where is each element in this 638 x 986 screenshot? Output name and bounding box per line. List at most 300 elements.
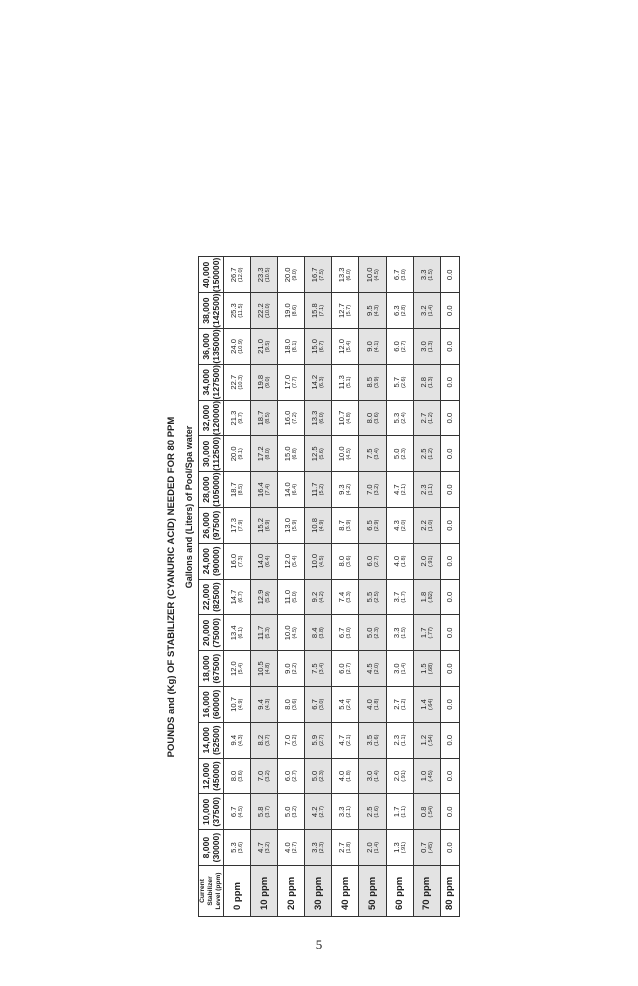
- pounds-value: 5.5: [364, 591, 374, 603]
- table-cell: [305, 615, 332, 651]
- pounds-value: 3.3: [391, 627, 401, 639]
- table-cell: [251, 472, 278, 508]
- pounds-value: 19.0: [283, 303, 293, 319]
- table-cell: [224, 687, 251, 723]
- kilograms-value: (4.2): [346, 483, 353, 496]
- kilograms-value: (5.0): [292, 591, 299, 603]
- table-cell: [413, 794, 440, 830]
- kilograms-value: (2.3): [400, 448, 407, 460]
- pounds-value: 2.7: [391, 699, 401, 710]
- pounds-value: 12.0: [337, 339, 347, 354]
- pounds-value: 21.0: [256, 339, 266, 354]
- kilograms-value: (2.4): [346, 698, 353, 711]
- column-header: [199, 758, 224, 794]
- kilograms-value: (7.1): [319, 304, 326, 317]
- pounds-value: 3.0: [418, 341, 428, 352]
- pounds-value: 9.4: [256, 699, 266, 710]
- table-cell: [251, 257, 278, 293]
- liters-label: (120000): [211, 400, 221, 436]
- table-cell: [413, 400, 440, 436]
- pounds-value: 2.0: [391, 770, 401, 782]
- kilograms-value: (9.0): [292, 269, 299, 281]
- kilograms-value: (6.0): [319, 412, 326, 424]
- pounds-value: 15.0: [283, 446, 293, 462]
- table-cell: [224, 472, 251, 508]
- pounds-value: 13.0: [283, 518, 293, 533]
- table-cell: [305, 472, 332, 508]
- kilograms-value: (5.4): [346, 340, 353, 353]
- kilograms-value: (.82): [427, 591, 434, 603]
- pounds-value: 4.2: [310, 806, 320, 818]
- gallons-label: 16,000: [201, 691, 211, 718]
- pounds-value: 3.3: [310, 842, 320, 853]
- pounds-value: 4.0: [337, 770, 347, 782]
- table-cell: [305, 579, 332, 615]
- row-level-label: 10 ppm: [251, 866, 278, 917]
- kilograms-value: (3.6): [346, 555, 353, 567]
- kilograms-value: (3.9): [346, 519, 353, 532]
- pounds-value: 0.0: [445, 412, 455, 424]
- table-cell: [359, 508, 386, 544]
- pounds-value: 9.2: [310, 591, 320, 603]
- pounds-value: 8.5: [364, 376, 374, 388]
- table-cell: [305, 543, 332, 579]
- table-cell: [386, 543, 413, 579]
- kilograms-value: (.91): [400, 841, 407, 854]
- table-cell: [413, 579, 440, 615]
- pounds-value: 2.2: [418, 520, 428, 531]
- pounds-value: 8.0: [229, 770, 239, 782]
- pounds-value: 0.0: [445, 448, 455, 460]
- pounds-value: 8.7: [337, 520, 347, 531]
- kilograms-value: (6.1): [238, 627, 245, 639]
- kilograms-value: (4.2): [319, 591, 326, 603]
- pounds-value: 9.3: [337, 484, 347, 495]
- table-cell: [359, 364, 386, 400]
- pounds-value: 2.0: [364, 842, 374, 853]
- kilograms-value: (3.2): [292, 734, 299, 746]
- kilograms-value: (1.5): [427, 269, 434, 281]
- pounds-value: 0.0: [445, 627, 455, 639]
- kilograms-value: (5.9): [292, 519, 299, 532]
- table-cell: [224, 615, 251, 651]
- kilograms-value: (5.4): [292, 555, 299, 567]
- liters-label: (142500): [211, 293, 221, 328]
- pounds-value: 5.3: [229, 842, 239, 853]
- kilograms-value: (3.0): [346, 627, 353, 639]
- pounds-value: 9.5: [364, 305, 374, 316]
- kilograms-value: (2.4): [400, 412, 407, 424]
- table-row: [305, 257, 332, 917]
- table-cell: [278, 364, 305, 400]
- pounds-value: 8.0: [364, 412, 374, 424]
- kilograms-value: (4.8): [265, 662, 272, 675]
- kilograms-value: (.45): [427, 770, 434, 782]
- pounds-value: 21.3: [229, 410, 239, 426]
- pounds-value: 12.0: [229, 661, 239, 677]
- table-cell: [440, 794, 459, 830]
- column-header: [199, 293, 224, 329]
- table-cell: [359, 615, 386, 651]
- kilograms-value: (2.7): [346, 662, 353, 675]
- table-cell: [386, 615, 413, 651]
- kilograms-value: (1.4): [373, 841, 380, 854]
- table-cell: [413, 722, 440, 758]
- kilograms-value: (.54): [427, 734, 434, 746]
- table-cell: [413, 543, 440, 579]
- corner-line: Current: [199, 879, 206, 903]
- gallons-label: 26,000: [201, 512, 211, 539]
- kilograms-value: (1.8): [346, 841, 353, 854]
- table-cell: [440, 758, 459, 794]
- pounds-value: 11.0: [283, 589, 293, 605]
- pounds-value: 6.0: [283, 770, 293, 782]
- gallons-label: 34,000: [201, 369, 211, 396]
- table-cell: [278, 830, 305, 866]
- pounds-value: 0.0: [445, 842, 455, 853]
- kilograms-value: (1.6): [373, 806, 380, 818]
- kilograms-value: (2.0): [373, 662, 380, 675]
- pounds-value: 6.7: [391, 269, 401, 281]
- table-cell: [440, 687, 459, 723]
- kilograms-value: (2.1): [346, 806, 353, 818]
- gallons-label: 12,000: [201, 762, 211, 790]
- pounds-value: 9.0: [283, 663, 293, 674]
- pounds-value: 4.5: [364, 663, 374, 674]
- kilograms-value: (2.3): [373, 627, 380, 639]
- table-cell: [332, 543, 359, 579]
- pounds-value: 1.7: [418, 627, 428, 639]
- pounds-value: 15.8: [310, 303, 320, 319]
- column-header: [199, 579, 224, 615]
- table-cell: [440, 364, 459, 400]
- liters-label: (105000): [211, 472, 221, 507]
- stabilizer-table: [198, 256, 460, 917]
- table-cell: [278, 794, 305, 830]
- kilograms-value: (10.9): [238, 339, 245, 354]
- kilograms-value: (3.8): [319, 627, 326, 639]
- header-row: [199, 257, 224, 917]
- gallons-label: 18,000: [201, 655, 211, 682]
- liters-label: (52500): [211, 725, 221, 756]
- table-cell: [224, 508, 251, 544]
- row-level-label: 60 ppm: [386, 866, 413, 917]
- pounds-value: 12.7: [337, 303, 347, 319]
- table-cell: [440, 543, 459, 579]
- pounds-value: 6.7: [337, 627, 347, 639]
- column-header: [199, 364, 224, 400]
- pounds-value: 0.0: [445, 305, 455, 316]
- table-cell: [413, 257, 440, 293]
- table-cell: [440, 615, 459, 651]
- kilograms-value: (4.3): [265, 698, 272, 711]
- column-header: [199, 615, 224, 651]
- table-cell: [278, 436, 305, 472]
- pounds-value: 10.0: [283, 625, 293, 641]
- table-cell: [251, 436, 278, 472]
- kilograms-value: (8.6): [292, 304, 299, 317]
- table-cell: [332, 687, 359, 723]
- column-header: [199, 436, 224, 472]
- table-cell: [224, 329, 251, 365]
- table-cell: [359, 579, 386, 615]
- table-cell: [251, 543, 278, 579]
- kilograms-value: (4.1): [373, 340, 380, 353]
- pounds-value: 17.3: [229, 518, 239, 533]
- table-cell: [332, 257, 359, 293]
- kilograms-value: (.54): [427, 806, 434, 818]
- table-cell: [386, 293, 413, 329]
- table-cell: [332, 651, 359, 687]
- kilograms-value: (4.5): [373, 269, 380, 281]
- table-cell: [413, 615, 440, 651]
- pounds-value: 6.5: [364, 520, 374, 531]
- kilograms-value: (7.2): [292, 412, 299, 424]
- kilograms-value: (.68): [427, 662, 434, 675]
- table-cell: [413, 436, 440, 472]
- kilograms-value: (5.2): [319, 483, 326, 496]
- kilograms-value: (1.1): [427, 483, 434, 496]
- kilograms-value: (1.2): [427, 448, 434, 460]
- kilograms-value: (7.7): [292, 376, 299, 388]
- pounds-value: 3.3: [418, 269, 428, 281]
- table-cell: [332, 615, 359, 651]
- gallons-label: 10,000: [201, 798, 211, 825]
- pounds-value: 13.3: [337, 267, 347, 283]
- table-cell: [305, 830, 332, 866]
- table-row: [332, 257, 359, 917]
- table-cell: [251, 651, 278, 687]
- kilograms-value: (3.0): [319, 698, 326, 711]
- gallons-label: 22,000: [201, 583, 211, 611]
- pounds-value: 14.0: [283, 482, 293, 498]
- kilograms-value: (3.6): [238, 770, 245, 782]
- kilograms-value: (5.7): [346, 304, 353, 317]
- table-cell: [305, 329, 332, 365]
- pounds-value: 6.7: [310, 699, 320, 710]
- column-header: [199, 472, 224, 508]
- row-level-label: 20 ppm: [278, 866, 305, 917]
- table-row: [251, 257, 278, 917]
- column-header: [199, 830, 224, 866]
- table-cell: [332, 436, 359, 472]
- pounds-value: 17.2: [256, 446, 266, 462]
- pounds-value: 9.0: [364, 341, 374, 352]
- liters-label: (30000): [211, 832, 221, 863]
- table-cell: [278, 329, 305, 365]
- column-header: [199, 257, 224, 293]
- table-row: [359, 257, 386, 917]
- pounds-value: 1.2: [418, 734, 428, 746]
- kilograms-value: (3.2): [373, 483, 380, 496]
- pounds-value: 8.0: [283, 699, 293, 710]
- pounds-value: 15.0: [310, 339, 320, 354]
- table-cell: [386, 436, 413, 472]
- gallons-label: 14,000: [201, 727, 211, 754]
- kilograms-value: (2.1): [346, 734, 353, 746]
- kilograms-value: (1.8): [400, 555, 407, 567]
- pounds-value: 5.4: [337, 699, 347, 710]
- liters-label: (90000): [211, 546, 221, 577]
- table-cell: [359, 651, 386, 687]
- pounds-value: 11.7: [256, 625, 266, 640]
- table-cell: [278, 400, 305, 436]
- rotated-table-panel: [160, 257, 460, 917]
- table-cell: [278, 472, 305, 508]
- kilograms-value: (2.9): [373, 519, 380, 532]
- kilograms-value: (4.3): [238, 734, 245, 746]
- column-header: [199, 543, 224, 579]
- kilograms-value: (5.4): [238, 662, 245, 675]
- pounds-value: 17.0: [283, 374, 293, 390]
- pounds-value: 12.0: [283, 553, 293, 569]
- kilograms-value: (6.4): [292, 483, 299, 496]
- table-cell: [251, 722, 278, 758]
- pounds-value: 5.0: [391, 448, 401, 460]
- pounds-value: 5.7: [391, 376, 401, 388]
- pounds-value: 0.0: [445, 770, 455, 782]
- table-cell: [305, 722, 332, 758]
- table-cell: [224, 722, 251, 758]
- pounds-value: 19.8: [256, 374, 266, 390]
- pounds-value: 5.9: [310, 734, 320, 746]
- kilograms-value: (3.2): [265, 841, 272, 854]
- table-row: [278, 257, 305, 917]
- column-header: [199, 329, 224, 365]
- pounds-value: 1.3: [391, 842, 401, 853]
- pounds-value: 20.0: [229, 446, 239, 462]
- kilograms-value: (2.7): [319, 806, 326, 818]
- kilograms-value: (9.1): [238, 448, 245, 460]
- gallons-label: 28,000: [201, 476, 211, 503]
- kilograms-value: (2.7): [373, 555, 380, 567]
- pounds-value: 16.7: [310, 267, 320, 283]
- table-cell: [440, 651, 459, 687]
- table-cell: [278, 615, 305, 651]
- table-cell: [359, 758, 386, 794]
- pounds-value: 5.0: [283, 806, 293, 818]
- pounds-value: 1.8: [418, 591, 428, 603]
- kilograms-value: (6.7): [238, 591, 245, 603]
- kilograms-value: (3.6): [292, 698, 299, 711]
- table-cell: [440, 436, 459, 472]
- kilograms-value: (6.4): [265, 555, 272, 567]
- kilograms-value: (2.1): [400, 483, 407, 496]
- table-cell: [359, 400, 386, 436]
- table-cell: [440, 293, 459, 329]
- table-cell: [251, 329, 278, 365]
- pounds-value: 22.2: [256, 303, 266, 319]
- liters-label: (37500): [211, 797, 221, 827]
- kilograms-value: (6.9): [265, 519, 272, 532]
- liters-label: (127500): [211, 365, 221, 400]
- pounds-value: 0.0: [445, 520, 455, 531]
- pounds-value: 6.3: [391, 305, 401, 316]
- table-cell: [251, 830, 278, 866]
- kilograms-value: (1.4): [427, 304, 434, 317]
- liters-label: (82500): [211, 582, 221, 612]
- pounds-value: 8.2: [256, 734, 266, 746]
- pounds-value: 12.9: [256, 589, 266, 605]
- table-cell: [440, 508, 459, 544]
- table-cell: [278, 687, 305, 723]
- pounds-value: 2.5: [364, 806, 374, 818]
- pounds-value: 15.2: [256, 518, 266, 533]
- table-cell: [305, 758, 332, 794]
- kilograms-value: (1.0): [427, 519, 434, 532]
- kilograms-value: (2.7): [319, 734, 326, 746]
- pounds-value: 7.0: [256, 770, 266, 782]
- table-cell: [332, 400, 359, 436]
- pounds-value: 5.0: [364, 627, 374, 639]
- row-level-label: 80 ppm: [440, 866, 459, 917]
- table-row: [413, 257, 440, 917]
- kilograms-value: (4.8): [346, 412, 353, 424]
- table-cell: [413, 508, 440, 544]
- table-cell: [332, 293, 359, 329]
- kilograms-value: (2.7): [400, 340, 407, 353]
- pounds-value: 13.3: [310, 410, 320, 426]
- table-row: [386, 257, 413, 917]
- kilograms-value: (2.8): [400, 304, 407, 317]
- table-cell: [332, 579, 359, 615]
- pounds-value: 0.0: [445, 484, 455, 495]
- pounds-value: 0.0: [445, 806, 455, 818]
- table-cell: [332, 508, 359, 544]
- kilograms-value: (7.5): [319, 269, 326, 281]
- kilograms-value: (3.3): [346, 591, 353, 603]
- pounds-value: 7.5: [364, 448, 374, 460]
- liters-label: (97500): [211, 510, 221, 541]
- table-cell: [251, 579, 278, 615]
- table-cell: [386, 794, 413, 830]
- pounds-value: 7.4: [337, 591, 347, 603]
- kilograms-value: (.91): [400, 770, 407, 782]
- corner-line: Level (ppm): [215, 872, 222, 910]
- kilograms-value: (11.5): [238, 303, 245, 318]
- kilograms-value: (10.0): [265, 303, 272, 318]
- table-cell: [359, 436, 386, 472]
- kilograms-value: (2.3): [319, 841, 326, 854]
- pounds-value: 5.8: [256, 806, 266, 818]
- pounds-value: 4.3: [391, 520, 401, 531]
- pounds-value: 9.4: [229, 734, 239, 746]
- column-header: [199, 508, 224, 544]
- kilograms-value: (9.0): [265, 376, 272, 388]
- kilograms-value: (1.4): [400, 662, 407, 675]
- kilograms-value: (7.4): [265, 483, 272, 496]
- kilograms-value: (7.3): [238, 555, 245, 567]
- table-cell: [440, 722, 459, 758]
- table-cell: [278, 293, 305, 329]
- kilograms-value: (3.2): [265, 770, 272, 782]
- pounds-value: 10.0: [310, 553, 320, 569]
- pounds-value: 2.0: [418, 555, 428, 567]
- column-header: [199, 722, 224, 758]
- table-cell: [224, 400, 251, 436]
- kilograms-value: (2.0): [400, 519, 407, 532]
- kilograms-value: (3.4): [373, 448, 380, 460]
- column-header: [199, 400, 224, 436]
- kilograms-value: (3.0): [400, 269, 407, 281]
- table-cell: [359, 293, 386, 329]
- table-cell: [386, 687, 413, 723]
- table-cell: [386, 722, 413, 758]
- page-number: 5: [315, 937, 323, 952]
- table-cell: [251, 508, 278, 544]
- kilograms-value: (1.2): [427, 412, 434, 424]
- pounds-value: 0.0: [445, 663, 455, 674]
